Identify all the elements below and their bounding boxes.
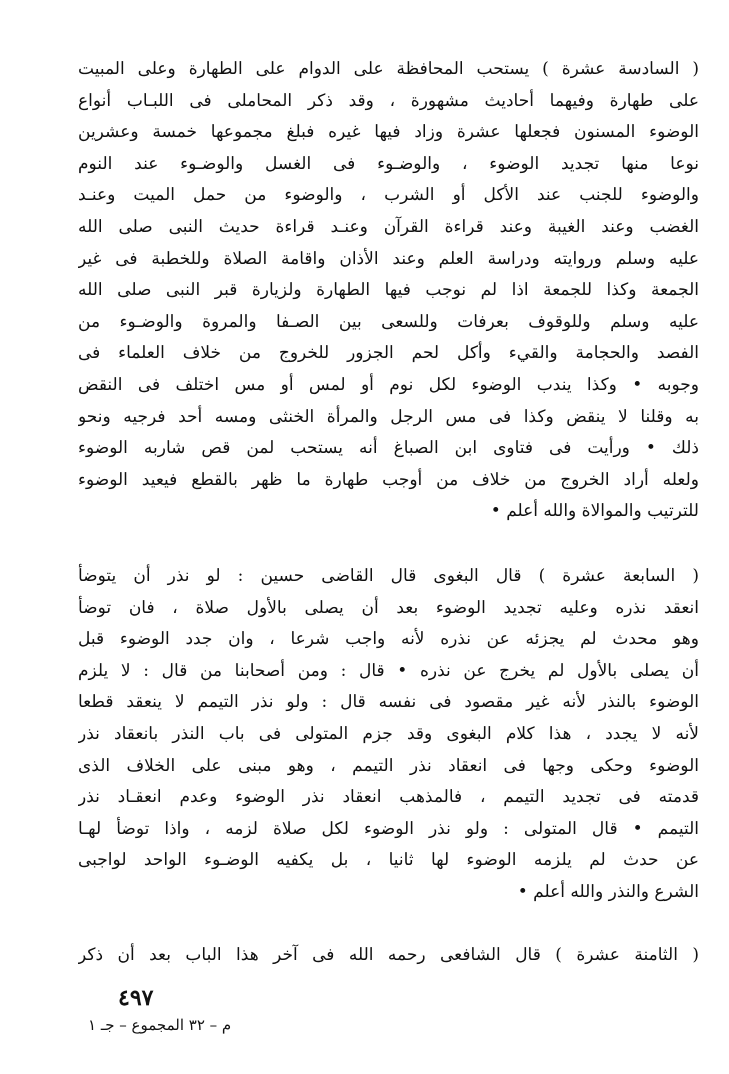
printer-signature: م – ٣٢ المجموع – جـ ١	[88, 1016, 232, 1034]
text-line: الجمعة وكذا للجمعة اذا لم نوجب فيها الطهارة ولزيارة قبر النبى صلى الله	[78, 280, 699, 301]
text-line: الوضوء بالنذر لأنه غير مقصود فى نفسه قال : ولو نذر التيمم لا ينعقد قطعا	[78, 692, 699, 713]
text-line: للترتيب والموالاة والله أعلم •	[490, 501, 699, 522]
text-line: الغضب وعند الغيبة وعند قراءة القرآن وعنـد قراءة حديث النبى صلى الله	[78, 216, 699, 237]
text-line: به وقلنا لا ينقض وكذا فى مس الرجل والمرأة الخنثى ومسه أحد فرجيه ونحو	[78, 406, 699, 427]
text-line: ( السادسة عشرة ) يستحب المحافظة على الدوام على الطهارة وعلى المبيت	[78, 59, 699, 79]
paragraph-eighteenth	[78, 940, 699, 972]
text-line: عن حدث لم يلزمه الوضوء لها ثانيا ، بل يكفيه الوضـوء الواحد لواجبى	[78, 850, 699, 871]
text-line: على طهارة وفيهما أحاديث مشهورة ، وقد ذكر المحاملى فى اللبـاب أنواع	[78, 90, 699, 111]
text-line: عليه وسلم وللوقوف بعرفات وللسعى بين الصـفا والمروة والوضـوء من	[78, 311, 699, 332]
text-line: الشرع والنذر والله أعلم •	[517, 881, 699, 902]
text-line: انعقد نذره وعليه تجديد الوضوء بعد أن يصلى بالأول صلاة ، فان توضأ	[78, 597, 699, 618]
text-line: ولعله أراد الخروج من خلاف من أوجب طهارة ما ظهر بالقطع فيعيد الوضوء	[78, 469, 699, 490]
text-line: لأنه لا يجدد ، هذا كلام البغوى وقد جزم المتولى فى باب النذر بانعقاد نذر	[78, 723, 699, 744]
page-number: ٤٩٧	[118, 985, 154, 1011]
paragraph-sixteenth	[78, 54, 699, 528]
text-line: قدمته فى تجديد التيمم ، فالمذهب انعقاد نذر الوضوء وعدم انعقـاد نذر	[78, 787, 699, 808]
text-line: التيمم • قال المتولى : ولو نذر الوضوء لكل صلاة لزمه ، واذا توضأ لهـا	[78, 818, 699, 839]
text-line: وجوبه • وكذا يندب الوضوء لكل نوم أو لمس أو مس اختلف فى النقض	[78, 374, 699, 395]
text-line: عليه وسلم وروايته ودراسة العلم وعند الأذان واقامة الصلاة وللخطبة فى غير	[78, 248, 699, 269]
text-line: الوضوء المسنون فجعلها عشرة وزاد فيها غيره فبلغ مجموعها خمسة وعشرين	[78, 122, 699, 143]
text-line: ( الثامنة عشرة ) قال الشافعى رحمه الله فى آخر هذا الباب بعد أن ذكر	[78, 945, 699, 965]
text-line: الفصد والحجامة والقيء وأكل لحم الجزور للخروج من خلاف العلماء فى	[78, 343, 699, 364]
paragraph-seventeenth	[78, 561, 699, 909]
text-line: أن يصلى بالأول لم يخرج عن نذره • قال : ومن أصحابنا من قال : لا يلزم	[78, 660, 699, 681]
text-line: نوعا منها تجديد الوضوء ، والوضـوء فى الغسل والوضـوء عند النوم	[78, 153, 699, 174]
text-line: ذلك • ورأيت فى فتاوى ابن الصباغ أنه يستحب لمن قص شاربه الوضوء	[78, 438, 699, 459]
text-line: ( السابعة عشرة ) قال البغوى قال القاضى حسين : لو نذر أن يتوضأ	[78, 566, 699, 586]
text-line: وهو محدث لم يجزئه عن نذره لأنه واجب شرعا ، وان جدد الوضوء قبل	[78, 629, 699, 650]
text-line: والوضوء للجنب عند الأكل أو الشرب ، والوضوء من حمل الميت وعنـد	[78, 185, 699, 206]
text-line: الوضوء وحكى وجها فى انعقاد نذر التيمم ، وهو مبنى على الخلاف الذى	[78, 755, 699, 776]
